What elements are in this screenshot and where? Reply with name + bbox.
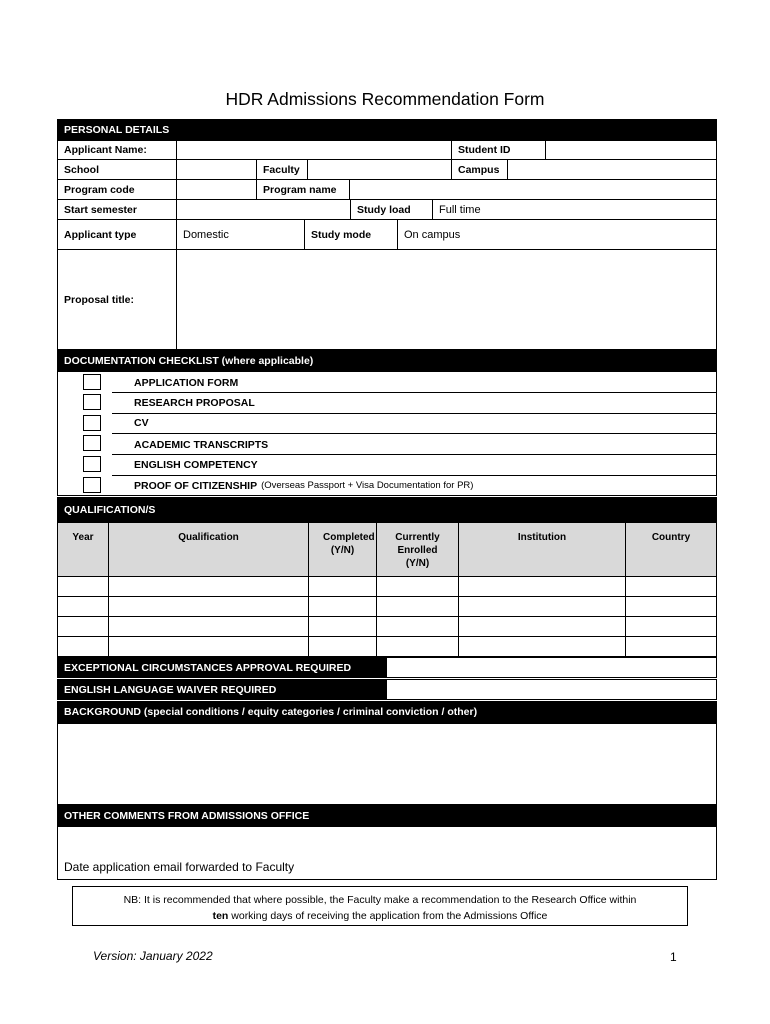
checklist-item-label: ACADEMIC TRANSCRIPTS [134, 438, 269, 451]
checklist-item-cv [134, 413, 149, 433]
qualification-cell[interactable] [458, 636, 626, 657]
proposal-title-field[interactable] [176, 249, 717, 350]
checklist-item-label: ENGLISH COMPETENCY [134, 458, 258, 471]
exceptional-approval-label: EXCEPTIONAL CIRCUMSTANCES APPROVAL REQUIRED [57, 657, 387, 678]
student-id-field[interactable] [545, 140, 717, 160]
study-load-label: Study load [350, 199, 433, 220]
research-proposal-checkbox[interactable] [83, 394, 101, 410]
qualification-cell[interactable] [308, 636, 377, 657]
exceptional-approval-field[interactable] [386, 657, 717, 678]
qualification-cell[interactable] [376, 596, 459, 617]
qualification-cell[interactable] [57, 596, 109, 617]
personal-details-header: PERSONAL DETAILS [57, 119, 717, 140]
qualification-cell[interactable] [308, 616, 377, 637]
checklist-item-label: CV [134, 417, 149, 429]
campus-label: Campus [451, 159, 508, 180]
qualification-cell[interactable] [57, 636, 109, 657]
qualification-cell[interactable] [108, 616, 309, 637]
comments-header: OTHER COMMENTS FROM ADMISSIONS OFFICE [57, 805, 717, 826]
background-header: BACKGROUND (special conditions / equity categories / criminal conviction / other) [57, 701, 717, 723]
study-mode-field[interactable]: On campus [397, 219, 717, 250]
form-title: HDR Admissions Recommendation Form [225, 89, 545, 109]
checklist-divider [112, 413, 717, 414]
student-id-label: Student ID [451, 140, 546, 160]
qualification-col-enrolled: Currently Enrolled (Y/N) [376, 522, 459, 577]
qualification-cell[interactable] [458, 596, 626, 617]
faculty-label: Faculty [256, 159, 308, 180]
study-load-field[interactable]: Full time [432, 199, 717, 220]
qualification-cell[interactable] [108, 576, 309, 597]
note-text: NB: It is recommended that where possible, the Faculty make a recommendation to the Research Office within [123, 894, 637, 906]
school-label: School [57, 159, 177, 180]
checklist-item-label: RESEARCH PROPOSAL [134, 397, 255, 409]
qualification-cell[interactable] [57, 576, 109, 597]
checklist-item-academic-transcripts [134, 434, 268, 455]
qualification-cell[interactable] [308, 576, 377, 597]
checklist-header: DOCUMENTATION CHECKLIST (where applicable) [57, 350, 717, 372]
qualification-col-institution: Institution [458, 522, 626, 577]
applicant-name-field[interactable] [176, 140, 452, 160]
checklist-item-research-proposal [134, 393, 255, 413]
qualification-cell[interactable] [458, 616, 626, 637]
cv-checkbox[interactable] [83, 415, 101, 431]
applicant-name-label: Applicant Name: [57, 140, 177, 160]
checklist-item-application-form [134, 372, 238, 393]
checklist-item-english-competency [134, 454, 258, 475]
applicant-type-field[interactable]: Domestic [176, 219, 305, 250]
english-competency-checkbox[interactable] [83, 456, 101, 472]
qualification-col-qualification: Qualification [108, 522, 309, 577]
faculty-field[interactable] [307, 159, 452, 180]
qualification-cell[interactable] [57, 616, 109, 637]
qualification-cell[interactable] [625, 616, 717, 637]
note-emphasis: ten [212, 910, 229, 922]
start-semester-field[interactable] [176, 199, 351, 220]
page-number: 1 [670, 950, 677, 964]
qualification-cell[interactable] [108, 636, 309, 657]
qualification-col-country: Country [625, 522, 717, 577]
campus-field[interactable] [507, 159, 717, 180]
proof-of-citizenship-checkbox[interactable] [83, 477, 101, 493]
study-mode-label: Study mode [304, 219, 398, 250]
english-waiver-label: ENGLISH LANGUAGE WAIVER REQUIRED [57, 679, 387, 700]
english-waiver-field[interactable] [386, 679, 717, 700]
qualification-col-year: Year [57, 522, 109, 577]
school-field[interactable] [176, 159, 257, 180]
qualification-cell[interactable] [308, 596, 377, 617]
checklist-item-label: PROOF OF CITIZENSHIP [134, 479, 258, 492]
application-form-checkbox[interactable] [83, 374, 101, 390]
proposal-title-label: Proposal title: [57, 249, 177, 350]
qualification-cell[interactable] [458, 576, 626, 597]
academic-transcripts-checkbox[interactable] [83, 435, 101, 451]
qualification-cell[interactable] [376, 636, 459, 657]
qualification-cell[interactable] [108, 596, 309, 617]
start-semester-label: Start semester [57, 199, 177, 220]
checklist-item-label: APPLICATION FORM [134, 376, 239, 389]
program-code-label: Program code [57, 179, 177, 200]
recommendation-note [72, 886, 688, 926]
program-name-field[interactable] [349, 179, 717, 200]
applicant-type-label: Applicant type [57, 219, 177, 250]
qualification-cell[interactable] [625, 576, 717, 597]
qualification-col-completed: Completed (Y/N) [308, 522, 377, 577]
qualification-cell[interactable] [625, 596, 717, 617]
background-field[interactable] [57, 723, 717, 805]
checklist-item-note: (Overseas Passport + Visa Documentation for PR) [261, 480, 474, 491]
program-name-label: Program name [256, 179, 350, 200]
version-label: Version: January 2022 [93, 949, 213, 963]
date-forwarded-label: Date application email forwarded to Faculty [64, 860, 295, 874]
note-text: working days of receiving the application from the Admissions Office [231, 910, 548, 922]
program-code-field[interactable] [176, 179, 257, 200]
qualification-cell[interactable] [376, 576, 459, 597]
qualifications-header: QUALIFICATION/S [57, 497, 717, 522]
qualification-cell[interactable] [376, 616, 459, 637]
qualification-cell[interactable] [625, 636, 717, 657]
checklist-item-proof-of-citizenship [134, 475, 473, 496]
